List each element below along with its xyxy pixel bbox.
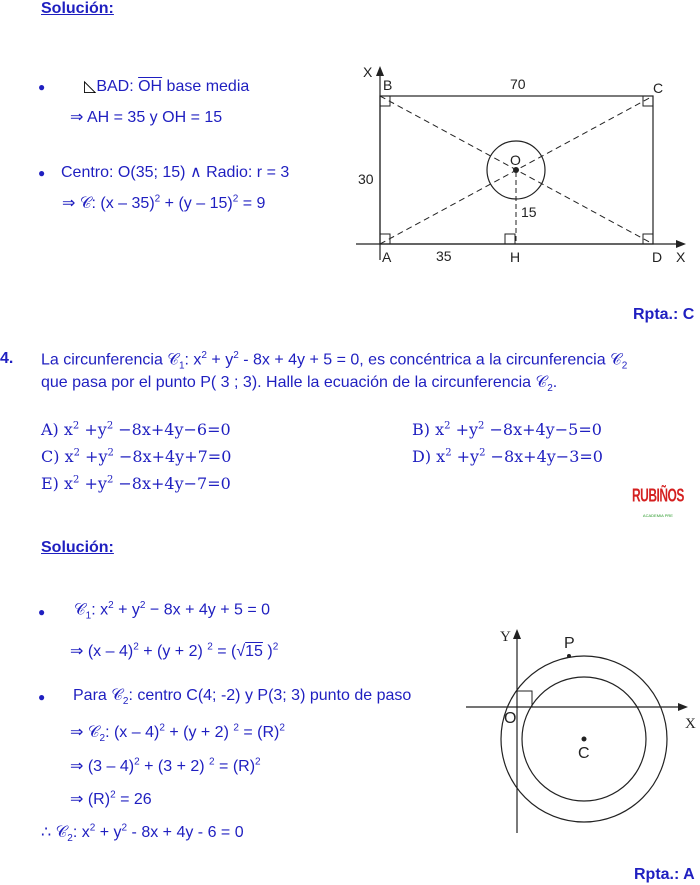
y-axis-arrow	[513, 629, 521, 639]
solution2-line-2: ⇒ (x – 4)$^2$ + (y + 2) $^2$ = (√15 )$^2$	[70, 641, 279, 660]
label-B: B	[383, 77, 393, 93]
solution2-line-3: Para 𝒞$_2$: centro C(4; -2) y P(3; 3) punto de paso	[73, 687, 412, 708]
answer-1: Rpta.: C	[633, 306, 695, 323]
right-angle-origin	[517, 691, 532, 707]
label-A: A	[382, 249, 392, 265]
right-triangle-symbol: ◺	[84, 78, 97, 95]
point-P	[567, 654, 571, 658]
solution2-line-5: ⇒ (3 – 4)$^2$ + (3 + 2) $^2 = (R)^2$	[70, 756, 261, 775]
option-A: A) $x^2 +y^2 -8x+4y-6=0$	[41, 420, 231, 439]
solution-line-3: Centro: O(35; 15) ∧ Radio: r = 3	[61, 164, 290, 181]
solution-heading-1: Solución:	[41, 0, 114, 17]
solution2-line-4: ⇒ 𝒞$_2$: (x – 4)$^2$ + (y + 2) $^2 = (R)^2$	[70, 722, 285, 745]
bullet: ●	[38, 605, 46, 619]
label-C: C	[653, 80, 664, 96]
right-angle-B	[380, 96, 390, 106]
right-angle-H	[505, 234, 515, 244]
problem-number: 4.	[0, 350, 14, 367]
label-X-axis-top: X	[363, 64, 373, 80]
problem-statement-line-2: que pasa por el punto P( 3 ; 3). Halle la ecuación de la circunferencia 𝒞$_2$.	[41, 374, 558, 395]
x-axis-arrow	[678, 703, 688, 711]
label-D: D	[652, 249, 663, 265]
y-axis-arrow	[376, 66, 384, 76]
label-O: O	[504, 710, 517, 727]
solution2-line-6: ⇒ $(R)^2 = 26$	[70, 789, 152, 808]
label-C: C	[578, 745, 590, 762]
rectangle-figure	[352, 62, 692, 267]
concentric-circles-figure	[462, 625, 700, 840]
right-angle-A	[380, 234, 390, 244]
problem-statement-line-1: La circunferencia 𝒞$_1$: $x^2 + y^2 - 8x + 4y + 5 = 0$, es concéntrica a la circunferencia 𝒞$_2$	[41, 350, 628, 372]
bullet: ●	[38, 80, 46, 94]
solution2-line-1: 𝒞$_1$: $x^2 + y^2 - 8x + 4y + 5 = 0$	[74, 600, 271, 622]
solution-heading-2: Solución:	[41, 539, 114, 556]
label-70: 70	[510, 76, 526, 92]
center-point-C	[582, 737, 587, 742]
overline-segment: $\overline{OH}$	[138, 78, 163, 95]
rubinos-logo	[632, 485, 684, 518]
label-X-axis-right: X	[676, 249, 686, 265]
option-D: D) $x^2 +y^2 -8x+4y-3=0$	[412, 447, 603, 466]
label-35: 35	[436, 248, 452, 264]
logo-text: RUBIÑOS	[632, 485, 684, 506]
solution-line-2: ⇒ AH = 35 y OH = 15	[70, 109, 223, 126]
solution-line-4: ⇒ 𝒞: (x – 35)$^2$ + (y – 15)$^2$ = 9	[62, 193, 266, 212]
bullet: ●	[38, 166, 46, 180]
logo-subtext: ACADEMIA PRE	[642, 513, 673, 518]
label-Y: Y	[500, 629, 511, 645]
option-C: C) $x^2 +y^2 -8x+4y+7=0$	[41, 447, 232, 466]
label-15: 15	[521, 204, 537, 220]
solution2-line-7: ∴ 𝒞$_2$: $x^2 + y^2 - 8x + 4y - 6 = 0$	[41, 822, 244, 845]
bullet: ●	[38, 690, 46, 704]
label-H: H	[510, 249, 521, 265]
answer-2: Rpta.: A	[634, 866, 695, 883]
label-P: P	[564, 635, 575, 652]
label-O: O	[510, 152, 521, 168]
x-axis-arrow	[676, 240, 686, 248]
solution-line-1: ◺BAD: $\overline{OH}$ base media	[84, 78, 250, 95]
option-E: E) $x^2 +y^2 -8x+4y-7=0$	[41, 474, 231, 493]
option-B: B) $x^2 +y^2 -8x+4y-5=0$	[412, 420, 602, 439]
label-30: 30	[358, 171, 374, 187]
label-X: X	[685, 716, 696, 732]
